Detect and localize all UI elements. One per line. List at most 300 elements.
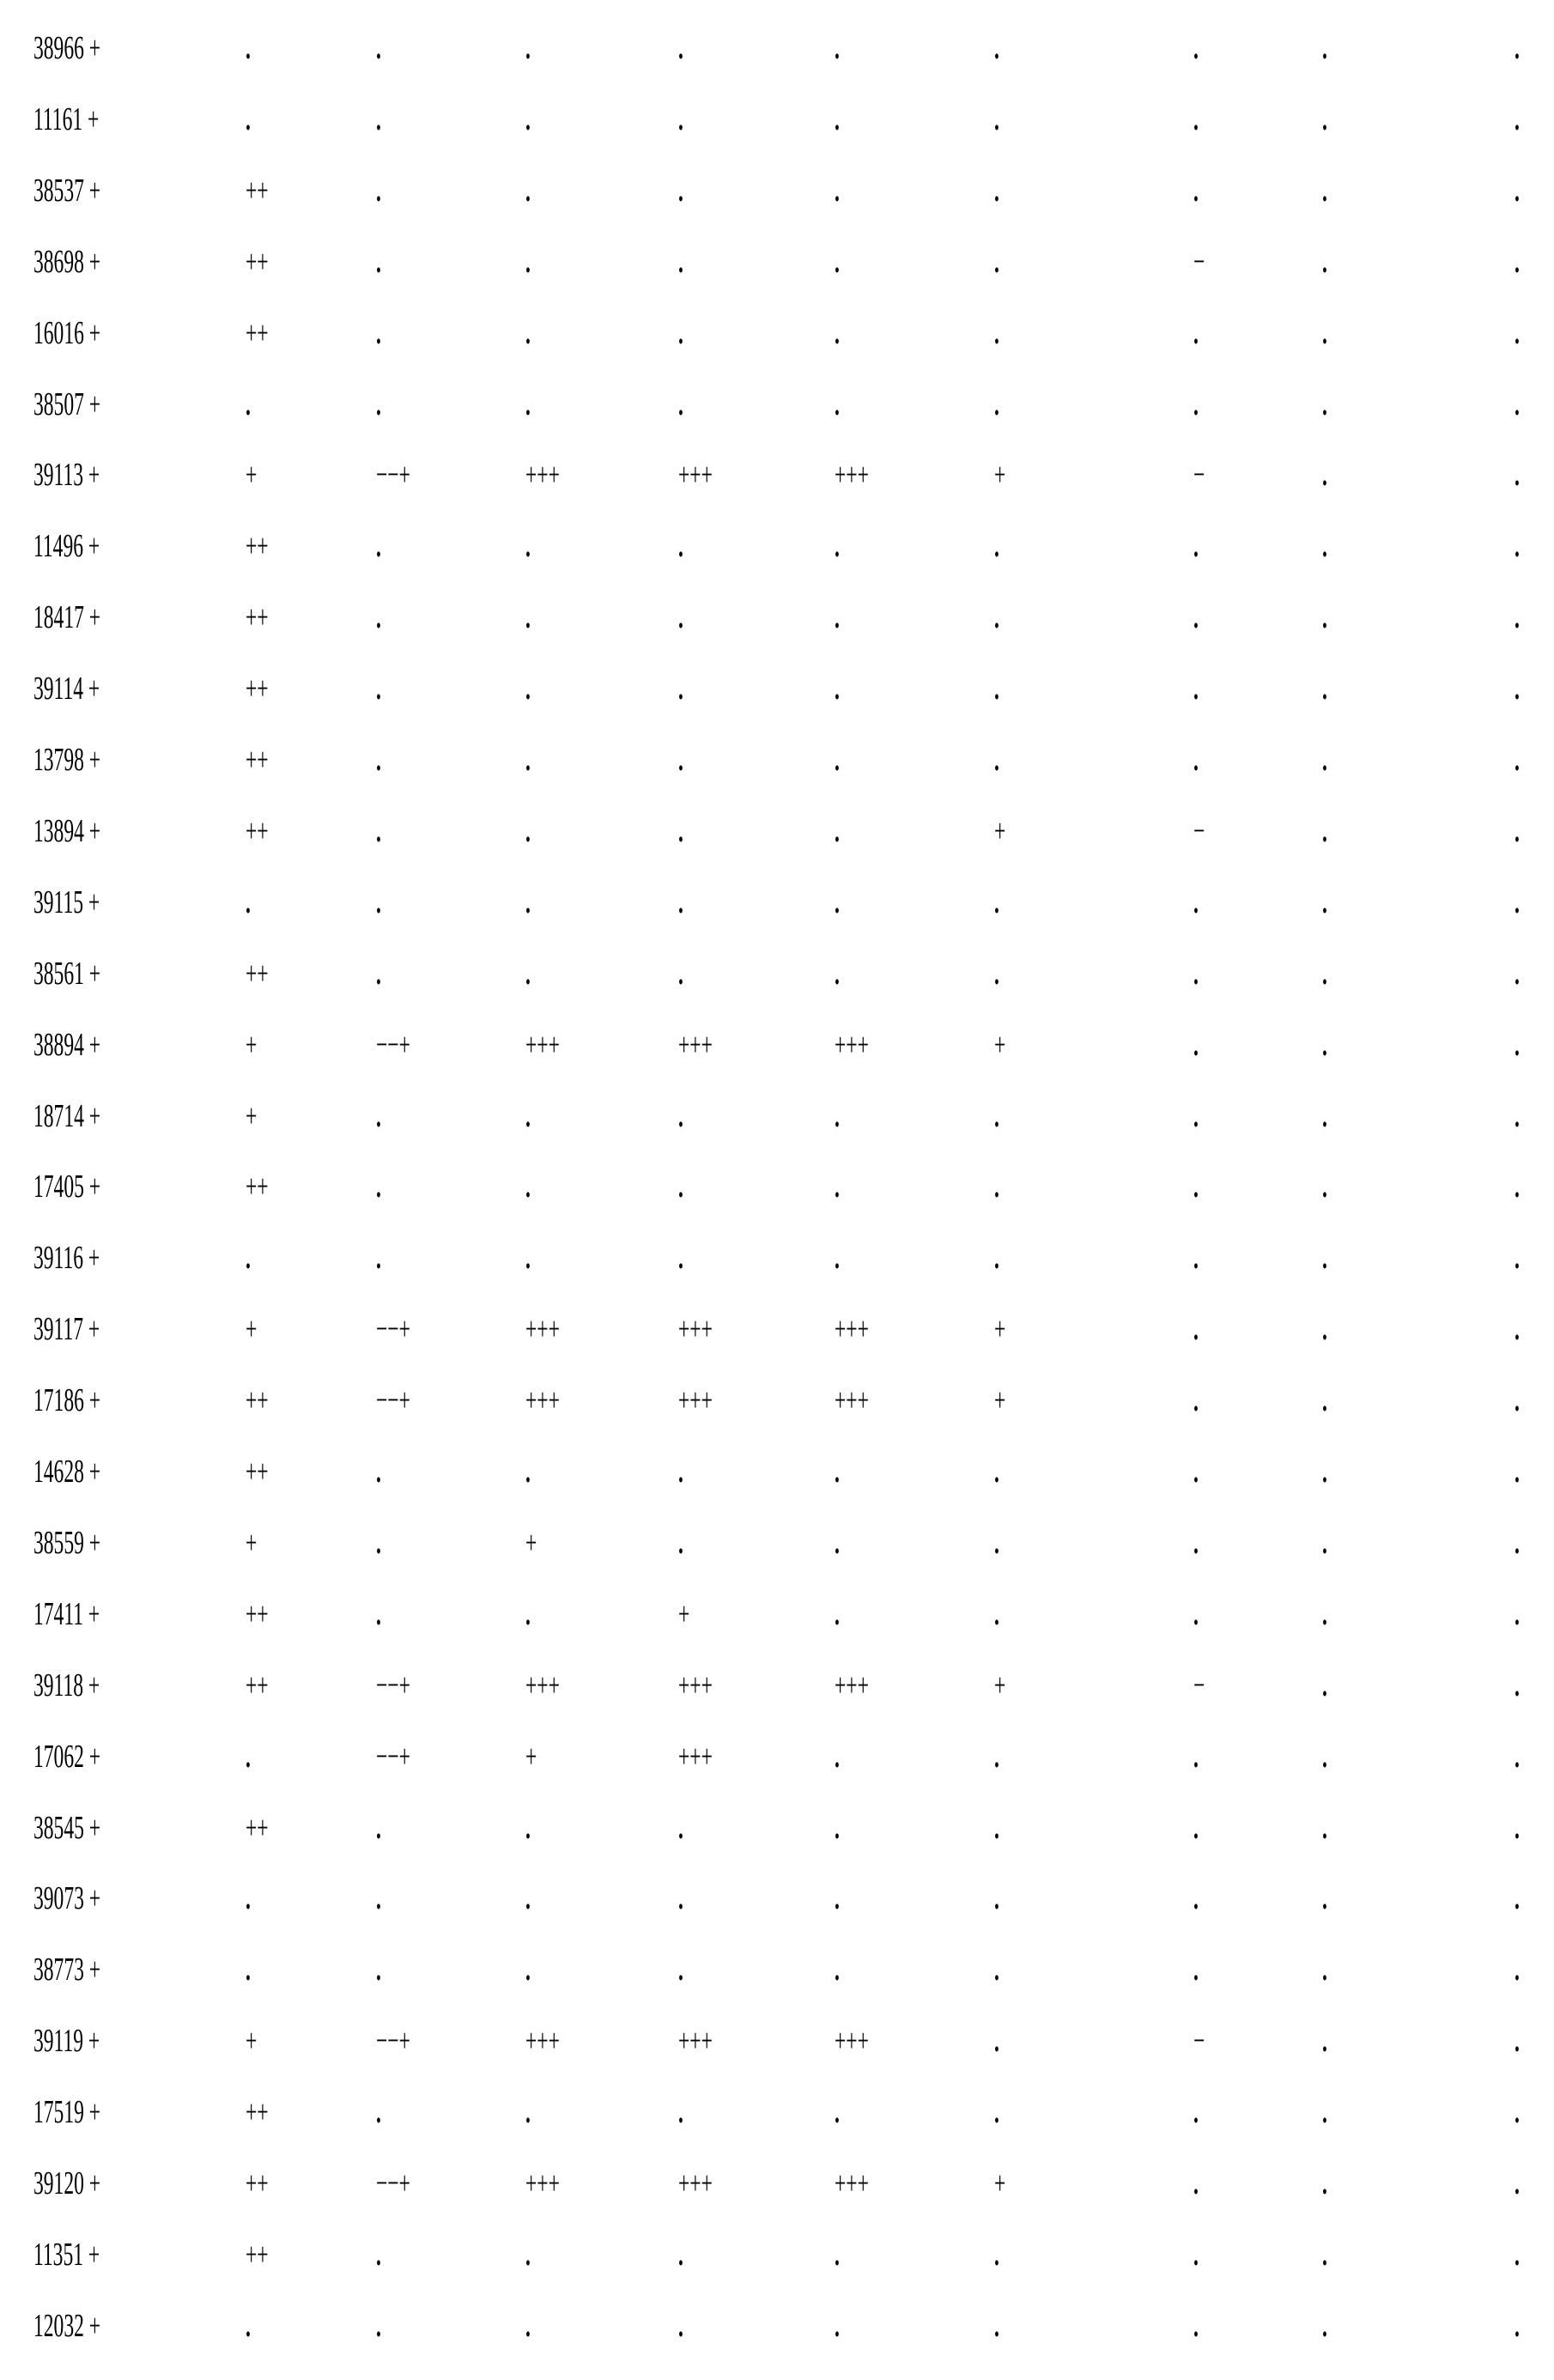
table-row bbox=[0, 1241, 1554, 1312]
score-cell: . bbox=[835, 885, 840, 920]
table-row bbox=[0, 529, 1554, 600]
score-cell: . bbox=[1515, 2095, 1520, 2129]
score-cell: . bbox=[1322, 2095, 1327, 2129]
score-cell: ++ bbox=[246, 956, 269, 991]
score-cell: . bbox=[994, 743, 999, 777]
table-row bbox=[0, 885, 1554, 956]
score-cell: . bbox=[376, 671, 381, 706]
score-cell: . bbox=[835, 1952, 840, 1987]
score-cell: . bbox=[1193, 529, 1199, 563]
score-cell: . bbox=[1322, 671, 1327, 706]
score-cell: ++ bbox=[246, 743, 269, 777]
table-row bbox=[0, 31, 1554, 102]
table-row bbox=[0, 2237, 1554, 2309]
row-id-cell: 38561 + bbox=[33, 956, 100, 991]
score-cell: + bbox=[525, 1526, 537, 1560]
score-cell: . bbox=[1515, 1454, 1520, 1489]
table-row bbox=[0, 2095, 1554, 2166]
score-cell: . bbox=[1322, 1668, 1327, 1703]
score-cell: +++ bbox=[835, 1028, 869, 1062]
row-id-cell: 38966 + bbox=[33, 31, 100, 65]
row-id-cell: 17062 + bbox=[33, 1739, 100, 1774]
score-cell: . bbox=[1515, 600, 1520, 634]
score-cell: . bbox=[1515, 2237, 1520, 2272]
score-cell: . bbox=[1193, 1241, 1199, 1275]
score-cell: +++ bbox=[525, 1028, 560, 1062]
score-cell: + bbox=[246, 1312, 257, 1346]
table-row bbox=[0, 2309, 1554, 2380]
score-cell: +++ bbox=[678, 1739, 713, 1774]
table-row bbox=[0, 458, 1554, 529]
score-cell: . bbox=[525, 529, 531, 563]
score-cell: . bbox=[835, 1241, 840, 1275]
score-cell: − bbox=[1193, 1668, 1205, 1703]
score-cell: . bbox=[376, 2095, 381, 2129]
table-row bbox=[0, 1312, 1554, 1383]
score-cell: + bbox=[994, 1028, 1005, 1062]
score-cell: . bbox=[525, 885, 531, 920]
table-row bbox=[0, 2024, 1554, 2095]
score-cell: . bbox=[1322, 245, 1327, 279]
score-cell: . bbox=[1515, 1739, 1520, 1774]
table-row bbox=[0, 600, 1554, 671]
score-cell: . bbox=[1515, 1811, 1520, 1845]
score-cell: . bbox=[1193, 316, 1199, 350]
score-cell: . bbox=[1322, 1169, 1327, 1204]
table-row bbox=[0, 387, 1554, 458]
score-cell: . bbox=[1193, 671, 1199, 706]
score-cell: . bbox=[678, 1811, 683, 1845]
score-cell: . bbox=[1193, 1454, 1199, 1489]
table-row bbox=[0, 1668, 1554, 1739]
score-cell: . bbox=[525, 2237, 531, 2272]
score-cell: . bbox=[994, 1526, 999, 1560]
score-cell: . bbox=[1515, 1241, 1520, 1275]
score-cell: +++ bbox=[678, 1668, 713, 1703]
score-cell: . bbox=[525, 2309, 531, 2343]
score-cell: . bbox=[1515, 814, 1520, 848]
score-cell: . bbox=[1193, 2095, 1199, 2129]
score-cell: . bbox=[994, 2309, 999, 2343]
score-cell: . bbox=[835, 2237, 840, 2272]
score-cell: . bbox=[525, 956, 531, 991]
row-id-cell: 38773 + bbox=[33, 1952, 100, 1987]
score-cell: . bbox=[1322, 458, 1327, 492]
score-cell: . bbox=[1515, 529, 1520, 563]
score-cell: . bbox=[835, 1169, 840, 1204]
score-cell: ++ bbox=[246, 671, 269, 706]
score-cell: . bbox=[525, 173, 531, 208]
score-cell: ++ bbox=[246, 245, 269, 279]
score-cell: . bbox=[1322, 1526, 1327, 1560]
row-id-cell: 17411 + bbox=[33, 1597, 100, 1631]
table-row bbox=[0, 1454, 1554, 1526]
score-cell: . bbox=[525, 1811, 531, 1845]
score-cell: +++ bbox=[835, 1312, 869, 1346]
score-cell: . bbox=[835, 814, 840, 848]
row-id-cell: 38537 + bbox=[33, 173, 100, 208]
score-cell: . bbox=[376, 1597, 381, 1631]
score-cell: . bbox=[525, 743, 531, 777]
row-id-cell: 39117 + bbox=[33, 1312, 100, 1346]
score-cell: + bbox=[994, 2166, 1005, 2201]
score-cell: + bbox=[994, 1383, 1005, 1418]
score-cell: + bbox=[246, 458, 257, 492]
score-cell: . bbox=[835, 1739, 840, 1774]
score-cell: . bbox=[1515, 387, 1520, 422]
score-cell: . bbox=[994, 316, 999, 350]
score-cell: . bbox=[1322, 2166, 1327, 2201]
score-cell: +++ bbox=[678, 2024, 713, 2058]
score-cell: . bbox=[678, 2095, 683, 2129]
score-cell: . bbox=[678, 1526, 683, 1560]
score-cell: . bbox=[1322, 814, 1327, 848]
score-cell: . bbox=[678, 316, 683, 350]
score-cell: . bbox=[376, 1241, 381, 1275]
row-id-cell: 38507 + bbox=[33, 387, 100, 422]
score-cell: . bbox=[994, 1241, 999, 1275]
score-cell: . bbox=[376, 245, 381, 279]
score-cell: . bbox=[835, 956, 840, 991]
row-id-cell: 38698 + bbox=[33, 245, 100, 279]
score-cell: . bbox=[1515, 1668, 1520, 1703]
score-cell: . bbox=[1193, 743, 1199, 777]
score-cell: . bbox=[525, 2095, 531, 2129]
table-row bbox=[0, 1526, 1554, 1597]
score-cell: . bbox=[835, 245, 840, 279]
score-cell: . bbox=[835, 387, 840, 422]
score-cell: . bbox=[835, 102, 840, 137]
score-cell: ++ bbox=[246, 1597, 269, 1631]
score-cell: . bbox=[525, 671, 531, 706]
score-cell: . bbox=[678, 31, 683, 65]
score-cell: . bbox=[678, 173, 683, 208]
score-cell: . bbox=[1193, 2309, 1199, 2343]
score-cell: . bbox=[994, 245, 999, 279]
score-cell: − bbox=[1193, 458, 1205, 492]
score-cell: . bbox=[678, 956, 683, 991]
score-cell: −−+ bbox=[376, 1312, 410, 1346]
score-cell: . bbox=[678, 2237, 683, 2272]
row-id-cell: 38894 + bbox=[33, 1028, 100, 1062]
row-id-cell: 39120 + bbox=[33, 2166, 100, 2201]
score-cell: . bbox=[678, 885, 683, 920]
score-cell: . bbox=[246, 31, 251, 65]
score-cell: . bbox=[376, 1454, 381, 1489]
score-cell: . bbox=[525, 1881, 531, 1916]
row-id-cell: 14628 + bbox=[33, 1454, 100, 1489]
score-cell: + bbox=[994, 1312, 1005, 1346]
score-cell: . bbox=[525, 1099, 531, 1133]
score-cell: +++ bbox=[525, 2024, 560, 2058]
score-cell: . bbox=[525, 245, 531, 279]
score-cell: . bbox=[376, 31, 381, 65]
score-cell: . bbox=[376, 1099, 381, 1133]
score-cell: . bbox=[376, 1811, 381, 1845]
score-cell: ++ bbox=[246, 600, 269, 634]
score-cell: . bbox=[1322, 1952, 1327, 1987]
score-cell: . bbox=[376, 387, 381, 422]
score-cell: . bbox=[678, 671, 683, 706]
score-cell: . bbox=[1515, 1526, 1520, 1560]
score-cell: . bbox=[1193, 956, 1199, 991]
score-cell: ++ bbox=[246, 1668, 269, 1703]
score-cell: . bbox=[994, 1952, 999, 1987]
score-cell: . bbox=[1322, 600, 1327, 634]
score-cell: . bbox=[678, 814, 683, 848]
score-cell: . bbox=[1193, 1952, 1199, 1987]
score-cell: +++ bbox=[525, 458, 560, 492]
score-cell: . bbox=[1322, 1811, 1327, 1845]
score-cell: −−+ bbox=[376, 458, 410, 492]
score-cell: ++ bbox=[246, 1169, 269, 1204]
score-cell: + bbox=[246, 1028, 257, 1062]
score-cell: . bbox=[678, 1881, 683, 1916]
score-cell: ++ bbox=[246, 529, 269, 563]
score-cell: . bbox=[1322, 1028, 1327, 1062]
score-cell: +++ bbox=[678, 1028, 713, 1062]
score-cell: . bbox=[1322, 885, 1327, 920]
score-cell: + bbox=[525, 1739, 537, 1774]
table-row bbox=[0, 1099, 1554, 1170]
score-cell: . bbox=[1322, 31, 1327, 65]
score-cell: . bbox=[1515, 2166, 1520, 2201]
score-cell: . bbox=[1322, 387, 1327, 422]
score-cell: . bbox=[835, 529, 840, 563]
score-cell: . bbox=[994, 173, 999, 208]
table-row bbox=[0, 1597, 1554, 1668]
score-cell: . bbox=[1193, 387, 1199, 422]
row-id-cell: 12032 + bbox=[33, 2309, 100, 2343]
score-cell: . bbox=[1193, 1811, 1199, 1845]
score-cell: . bbox=[376, 2237, 381, 2272]
score-cell: . bbox=[1515, 1099, 1520, 1133]
score-cell: +++ bbox=[525, 1312, 560, 1346]
score-cell: . bbox=[246, 102, 251, 137]
score-cell: −−+ bbox=[376, 1668, 410, 1703]
score-cell: . bbox=[376, 173, 381, 208]
score-cell: . bbox=[678, 1952, 683, 1987]
score-cell: . bbox=[1515, 1597, 1520, 1631]
score-cell: . bbox=[525, 102, 531, 137]
score-cell: . bbox=[1193, 1526, 1199, 1560]
row-id-cell: 13894 + bbox=[33, 814, 100, 848]
score-cell: . bbox=[1515, 2024, 1520, 2058]
score-cell: . bbox=[376, 1169, 381, 1204]
table-row bbox=[0, 671, 1554, 743]
score-cell: . bbox=[1515, 1028, 1520, 1062]
table-row bbox=[0, 743, 1554, 814]
score-cell: . bbox=[1193, 1169, 1199, 1204]
score-cell: . bbox=[1515, 1312, 1520, 1346]
score-cell: ++ bbox=[246, 1811, 269, 1845]
score-cell: . bbox=[1193, 1312, 1199, 1346]
score-cell: . bbox=[994, 2095, 999, 2129]
score-cell: . bbox=[1515, 1952, 1520, 1987]
score-cell: + bbox=[994, 458, 1005, 492]
score-cell: . bbox=[376, 743, 381, 777]
score-cell: . bbox=[678, 1241, 683, 1275]
row-id-cell: 38559 + bbox=[33, 1526, 100, 1560]
row-id-cell: 17186 + bbox=[33, 1383, 100, 1418]
score-cell: . bbox=[678, 2309, 683, 2343]
row-id-cell: 13798 + bbox=[33, 743, 100, 777]
score-cell: . bbox=[246, 2309, 251, 2343]
score-cell: . bbox=[994, 1739, 999, 1774]
score-cell: . bbox=[1515, 316, 1520, 350]
score-cell: . bbox=[678, 743, 683, 777]
score-cell: −−+ bbox=[376, 1383, 410, 1418]
score-cell: . bbox=[835, 743, 840, 777]
score-cell: . bbox=[994, 1099, 999, 1133]
score-cell: ++ bbox=[246, 1454, 269, 1489]
table-row bbox=[0, 1739, 1554, 1811]
score-cell: ++ bbox=[246, 2095, 269, 2129]
table-row bbox=[0, 2166, 1554, 2237]
score-cell: . bbox=[376, 2309, 381, 2343]
score-cell: . bbox=[525, 1454, 531, 1489]
score-cell: +++ bbox=[678, 1312, 713, 1346]
score-cell: . bbox=[835, 1526, 840, 1560]
score-cell: . bbox=[1193, 1739, 1199, 1774]
table-row bbox=[0, 316, 1554, 387]
score-cell: . bbox=[1193, 2166, 1199, 2201]
score-cell: . bbox=[376, 956, 381, 991]
table-row bbox=[0, 245, 1554, 316]
score-cell: . bbox=[678, 387, 683, 422]
score-cell: . bbox=[246, 885, 251, 920]
score-cell: ++ bbox=[246, 2237, 269, 2272]
score-cell: . bbox=[1322, 1099, 1327, 1133]
score-cell: . bbox=[246, 1241, 251, 1275]
row-id-cell: 39113 + bbox=[33, 458, 100, 492]
score-cell: +++ bbox=[678, 1383, 713, 1418]
score-cell: . bbox=[1193, 2237, 1199, 2272]
score-cell: . bbox=[246, 387, 251, 422]
score-cell: . bbox=[525, 600, 531, 634]
table-row bbox=[0, 1028, 1554, 1099]
score-cell: . bbox=[835, 173, 840, 208]
score-cell: . bbox=[994, 956, 999, 991]
score-cell: . bbox=[246, 1739, 251, 1774]
score-cell: +++ bbox=[835, 2024, 869, 2058]
score-cell: . bbox=[835, 671, 840, 706]
score-cell: . bbox=[835, 1597, 840, 1631]
score-cell: . bbox=[1193, 885, 1199, 920]
table-row bbox=[0, 956, 1554, 1028]
score-cell: . bbox=[376, 1526, 381, 1560]
row-id-cell: 39073 + bbox=[33, 1881, 100, 1916]
score-cell: . bbox=[1515, 1169, 1520, 1204]
score-cell: . bbox=[1193, 173, 1199, 208]
score-cell: ++ bbox=[246, 1383, 269, 1418]
score-cell: . bbox=[1193, 1597, 1199, 1631]
score-cell: . bbox=[994, 529, 999, 563]
score-cell: . bbox=[1322, 316, 1327, 350]
score-cell: . bbox=[1322, 956, 1327, 991]
score-cell: . bbox=[1515, 1383, 1520, 1418]
score-cell: . bbox=[1322, 1739, 1327, 1774]
score-cell: . bbox=[994, 1811, 999, 1845]
score-cell: + bbox=[246, 2024, 257, 2058]
score-cell: . bbox=[525, 1952, 531, 1987]
score-cell: . bbox=[678, 1454, 683, 1489]
score-cell: +++ bbox=[835, 458, 869, 492]
score-cell: . bbox=[525, 387, 531, 422]
score-cell: . bbox=[1193, 600, 1199, 634]
score-cell: . bbox=[835, 316, 840, 350]
table-row bbox=[0, 173, 1554, 245]
table-row bbox=[0, 1881, 1554, 1952]
score-cell: . bbox=[1322, 1312, 1327, 1346]
score-cell: +++ bbox=[835, 2166, 869, 2201]
row-id-cell: 39114 + bbox=[33, 671, 100, 706]
score-cell: . bbox=[1322, 173, 1327, 208]
score-cell: . bbox=[1322, 102, 1327, 137]
score-cell: . bbox=[678, 102, 683, 137]
score-cell: +++ bbox=[678, 458, 713, 492]
table-row bbox=[0, 814, 1554, 885]
score-cell: . bbox=[525, 1169, 531, 1204]
score-cell: + bbox=[678, 1597, 689, 1631]
score-cell: . bbox=[835, 1881, 840, 1916]
score-cell: . bbox=[994, 387, 999, 422]
score-cell: . bbox=[678, 245, 683, 279]
score-cell: . bbox=[1515, 2309, 1520, 2343]
score-cell: +++ bbox=[835, 1668, 869, 1703]
score-cell: . bbox=[994, 2024, 999, 2058]
score-cell: . bbox=[994, 2237, 999, 2272]
row-id-cell: 18417 + bbox=[33, 600, 100, 634]
score-cell: − bbox=[1193, 814, 1205, 848]
score-cell: . bbox=[1193, 31, 1199, 65]
score-cell: . bbox=[835, 1099, 840, 1133]
row-id-cell: 39115 + bbox=[33, 885, 100, 920]
score-cell: . bbox=[246, 1952, 251, 1987]
score-cell: . bbox=[994, 671, 999, 706]
table-row bbox=[0, 1811, 1554, 1882]
row-id-cell: 39118 + bbox=[33, 1668, 100, 1703]
row-id-cell: 11351 + bbox=[33, 2237, 100, 2272]
score-cell: . bbox=[1515, 245, 1520, 279]
table-row bbox=[0, 1383, 1554, 1454]
score-cell: . bbox=[525, 31, 531, 65]
score-cell: . bbox=[376, 316, 381, 350]
row-id-cell: 11161 + bbox=[33, 102, 99, 137]
score-cell: . bbox=[1515, 743, 1520, 777]
score-cell: . bbox=[1322, 1881, 1327, 1916]
score-cell: . bbox=[376, 102, 381, 137]
score-cell: + bbox=[246, 1099, 257, 1133]
score-cell: − bbox=[1193, 245, 1205, 279]
score-cell: . bbox=[1322, 2309, 1327, 2343]
table-row bbox=[0, 1952, 1554, 2024]
score-cell: . bbox=[1515, 458, 1520, 492]
score-cell: . bbox=[678, 600, 683, 634]
score-cell: . bbox=[1322, 1241, 1327, 1275]
score-cell: . bbox=[525, 814, 531, 848]
score-cell: . bbox=[994, 1454, 999, 1489]
score-cell: ++ bbox=[246, 316, 269, 350]
row-id-cell: 39119 + bbox=[33, 2024, 100, 2058]
score-cell: . bbox=[1515, 31, 1520, 65]
table-row bbox=[0, 1169, 1554, 1241]
score-cell: . bbox=[1193, 102, 1199, 137]
score-cell: . bbox=[678, 1169, 683, 1204]
row-id-cell: 11496 + bbox=[33, 529, 100, 563]
score-cell: +++ bbox=[678, 2166, 713, 2201]
score-cell: +++ bbox=[525, 1383, 560, 1418]
